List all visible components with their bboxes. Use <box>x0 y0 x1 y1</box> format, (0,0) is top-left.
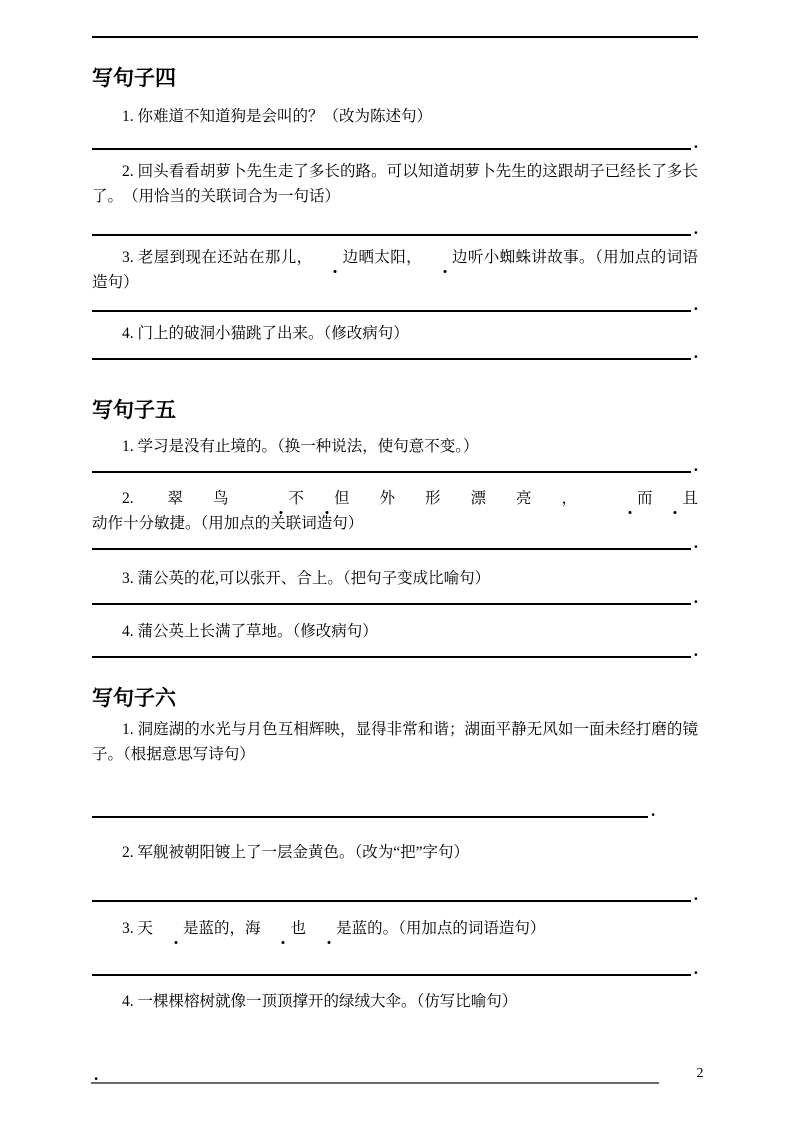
emphasis-dotted-char: 不 <box>258 486 304 511</box>
blank-writing-rule <box>92 900 691 902</box>
blank-writing-rule <box>92 358 691 360</box>
section-title: 写句子四 <box>92 67 176 90</box>
answer-blank-line <box>92 959 698 978</box>
question-six-1: 1. 洞庭湖的水光与月色互相辉映，显得非常和谐；湖面平静无风如一面未经打磨的镜子。（根据意思写诗句） <box>92 721 698 763</box>
blank-writing-rule <box>92 548 691 550</box>
question-six-4: 4. 一棵棵榕树就像一顶顶撑开的绿绒大伞。（仿写比喻句） <box>122 993 518 1010</box>
blank-writing-rule <box>92 148 691 150</box>
footer-rule <box>91 1082 659 1084</box>
line-end-period: . <box>693 219 698 238</box>
section-write-sentences-five <box>92 396 698 658</box>
answer-blank-line <box>92 801 698 820</box>
answer-blank-line <box>92 219 698 238</box>
answer-blank-line <box>92 641 698 660</box>
header-rule <box>92 36 698 38</box>
page-number: 2 <box>696 1066 704 1081</box>
section-title: 写句子五 <box>92 399 176 422</box>
question-four-3: 3. 老屋到现在还站在那儿， 边晒太阳， 边听小蜘蛛讲故事。（用加点的词语造句） <box>92 245 698 295</box>
line-end-period: . <box>693 641 698 660</box>
page-content <box>92 0 698 1084</box>
answer-blank-line <box>92 343 698 362</box>
line-end-period: . <box>651 801 656 820</box>
question-four-4: 4. 门上的破洞小猫跳了出来。（修改病句） <box>122 325 409 342</box>
question-four-2: 2. 回头看看胡萝卜先生走了多长的路。可以知道胡萝卜先生的这跟胡子已经长了多长了。 （用恰当的关联词合为一句话） <box>92 163 698 205</box>
line-end-period: . <box>693 133 698 152</box>
line-end-period: . <box>693 343 698 362</box>
answer-blank-line <box>92 133 698 152</box>
emphasis-dotted-char: 边 <box>313 245 359 270</box>
line-end-period: . <box>693 885 698 904</box>
line-end-period: . <box>693 588 698 607</box>
section-write-sentences-six <box>92 684 698 1084</box>
blank-writing-rule <box>92 974 691 976</box>
line-end-period: . <box>693 533 698 552</box>
section-write-sentences-four <box>92 64 698 360</box>
question-six-2: 2. 军舰被朝阳镀上了一层金黄色。（改为“把”字句） <box>122 844 470 861</box>
answer-blank-line <box>92 885 698 904</box>
line-end-period: . <box>693 456 698 475</box>
question-four-1: 1. 你难道不知道狗是会叫的？（改为陈述句） <box>122 108 433 125</box>
question-five-2: 2. 翠鸟 不 但外形漂亮， 而 且动作十分敏捷。（用加点的关联词造句） <box>92 486 698 536</box>
emphasis-dotted-char: 是 <box>153 916 199 941</box>
sections-container <box>92 64 698 1084</box>
answer-blank-line <box>92 295 698 314</box>
emphasis-dotted-char: 但 <box>304 486 350 511</box>
question-six-3: 3. 天 是蓝的，海 也 是蓝的。（用加点的词语造句） <box>92 916 698 941</box>
line-end-period: . <box>693 295 698 314</box>
emphasis-dotted-char: 边 <box>422 245 468 270</box>
answer-blank-line <box>92 456 698 475</box>
blank-writing-rule <box>92 234 691 236</box>
emphasis-dotted-char: 且 <box>652 486 698 511</box>
blank-writing-rule <box>92 603 691 605</box>
question-five-4: 4. 蒲公英上长满了草地。（修改病句） <box>122 623 378 640</box>
emphasis-dotted-char: 也 <box>261 916 307 941</box>
emphasis-dotted-char: 而 <box>607 486 653 511</box>
question-five-1: 1. 学习是没有止境的。（换一种说法，使句意不变。） <box>122 438 479 455</box>
section-title: 写句子六 <box>92 687 176 710</box>
blank-writing-rule <box>92 471 691 473</box>
line-end-period: . <box>693 959 698 978</box>
blank-writing-rule <box>92 656 691 658</box>
answer-blank-line <box>92 533 698 552</box>
emphasis-dotted-char: 是 <box>306 916 352 941</box>
answer-period: . <box>94 1065 99 1084</box>
blank-writing-rule <box>92 816 648 818</box>
blank-writing-rule <box>92 310 691 312</box>
answer-blank-line <box>92 588 698 607</box>
question-five-3: 3. 蒲公英的花,可以张开、合上。（把句子变成比喻句） <box>122 570 491 587</box>
